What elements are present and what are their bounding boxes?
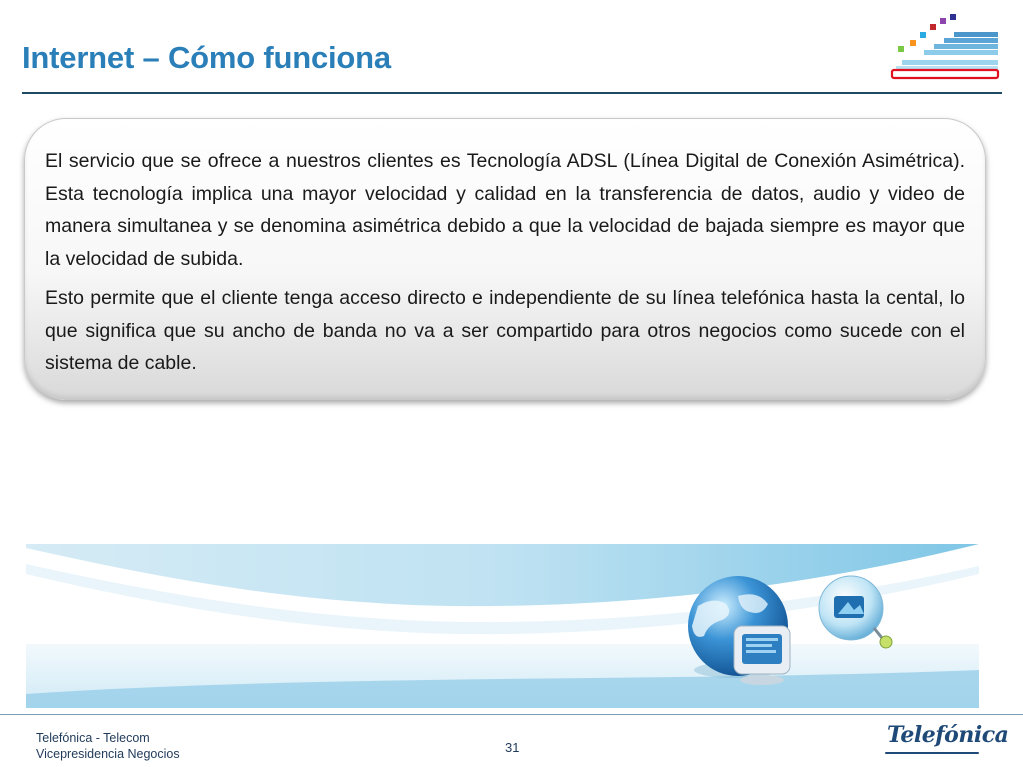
content-card (24, 118, 986, 400)
telefonica-logo: Telefónica (887, 722, 1009, 748)
staircase-nav-icon (888, 10, 1002, 80)
footer-divider (0, 714, 1023, 715)
footer-company-info (36, 730, 180, 762)
page-number: 31 (505, 740, 520, 755)
logo-underline (885, 752, 979, 754)
footer-company: Telefónica - Telecom (36, 731, 150, 745)
paragraph-access: Esto permite que el cliente tenga acceso directo e independiente de su línea telefónica hasta la cental, lo que significa que su ancho de banda no va a ser compartido para otros negocios como sucede con el sistema de cable. (45, 287, 965, 374)
title-divider (22, 92, 1002, 94)
paragraph-adsl: El servicio que se ofrece a nuestros clientes es Tecnología ADSL (Línea Digital de Conexión Asimétrica). Esta tecnología implica una mayor velocidad y calidad en la transferencia de datos, audio y video de manera simultanea y se denomina asimétrica debido a que la velocidad de bajada siempre es mayor que la velocidad de subida. (45, 150, 965, 270)
banner-illustration (26, 544, 979, 708)
slide-title: Internet – Cómo funciona (22, 40, 391, 75)
footer-department: Vicepresidencia Negocios (36, 747, 180, 761)
